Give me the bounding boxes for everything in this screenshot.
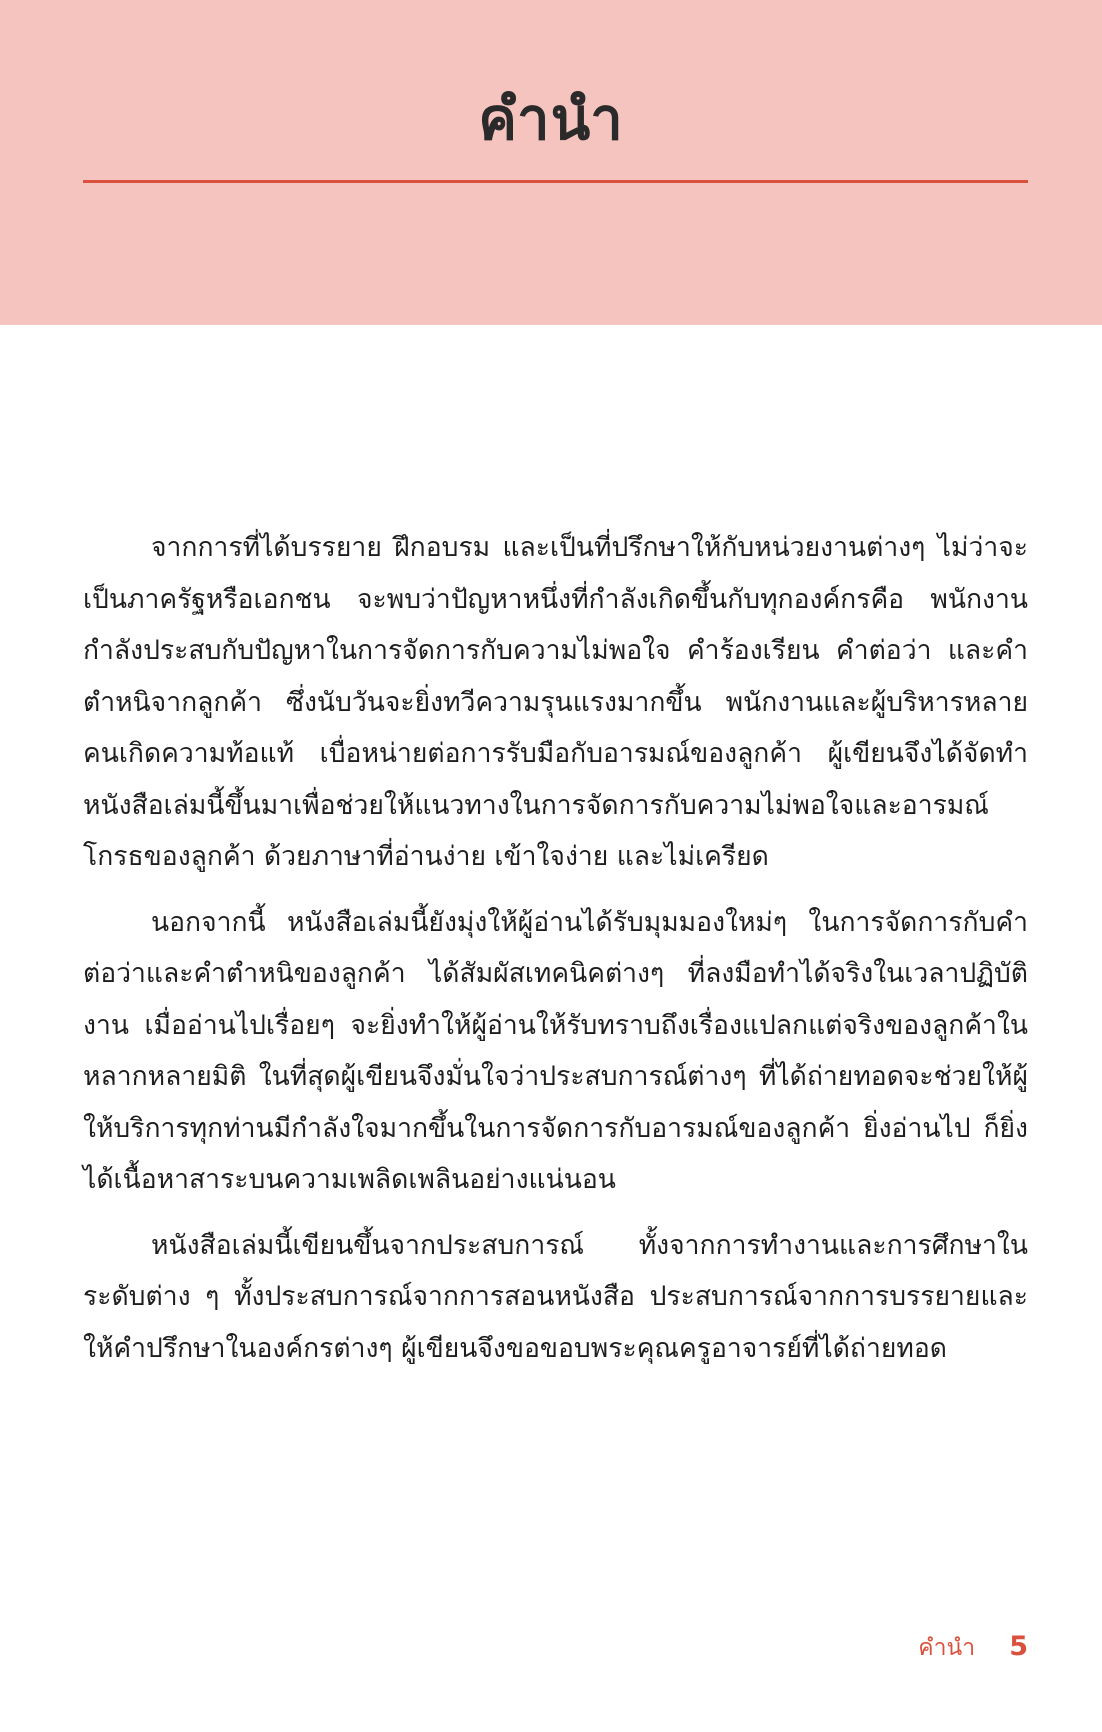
paragraph-2: นอกจากนี้ หนังสือเล่มนี้ยังมุ่งให้ผู้อ่านได้รับมุมมองใหม่ๆ ในการจัดการกับคำต่อว่าและคำตำหนิของลูกค้า ได้สัมผัสเทคนิคต่างๆ ที่ลงมือทำได้จริงในเวลาปฏิบัติงาน เมื่ออ่านไปเรื่อยๆ จะยิ่งทำให้ผู้อ่านให้รับทราบถึงเรื่องแปลกแต่จริงของลูกค้าในหลากหลายมิติ ในที่สุดผู้เขียนจึงมั่นใจว่าประสบการณ์ต่างๆ ที่ได้ถ่ายทอดจะช่วยให้ผู้ให้บริการทุกท่านมีกำลังใจมากขึ้นในการจัดการกับอารมณ์ของลูกค้า ยิ่งอ่านไป ก็ยิ่งได้เนื้อหาสาระบนความเพลิดเพลินอย่างแน่นอน (83, 906, 1028, 1195)
paragraph-1: จากการที่ได้บรรยาย ฝึกอบรม และเป็นที่ปรึกษาให้กับหน่วยงานต่างๆ ไม่ว่าจะเป็นภาครัฐหรือเอกชน จะพบว่าปัญหาหนึ่งที่กำลังเกิดขึ้นกับทุกองค์กรคือ พนักงานกำลังประสบกับปัญหาในการจัดการกับความไม่พอใจ คำร้องเรียน คำต่อว่า และคำตำหนิจากลูกค้า ซึ่งนับวันจะยิ่งทวีความรุนแรงมากขึ้น พนักงานและผู้บริหารหลายคนเกิดความท้อแท้ เบื่อหน่ายต่อการรับมือกับอารมณ์ของลูกค้า ผู้เขียนจึงได้จัดทำหนังสือเล่มนี้ขึ้นมาเพื่อช่วยให้แนวทางในการจัดการกับความไม่พอใจและอารมณ์โกรธของลูกค้า ด้วยภาษาที่อ่านง่าย เข้าใจง่าย และไม่เครียด (83, 532, 1028, 872)
title-divider (83, 180, 1028, 183)
page-title: คำนำ (478, 85, 624, 153)
paragraph-3: หนังสือเล่มนี้เขียนขึ้นจากประสบการณ์ ทั้งจากการทำงานและการศึกษาในระดับต่าง ๆ ทั้งประสบการณ์จากการสอนหนังสือ ประสบการณ์จากการบรรยายและให้คำปรึกษาในองค์กรต่างๆ ผู้เขียนจึงขอขอบพระคุณครูอาจารย์ที่ได้ถ่ายทอด (83, 1229, 1028, 1364)
page-number: 5 (1009, 1631, 1028, 1662)
body-text (83, 522, 1028, 1388)
footer-section-label: คำนำ (918, 1635, 976, 1661)
page-footer (918, 1630, 1028, 1666)
